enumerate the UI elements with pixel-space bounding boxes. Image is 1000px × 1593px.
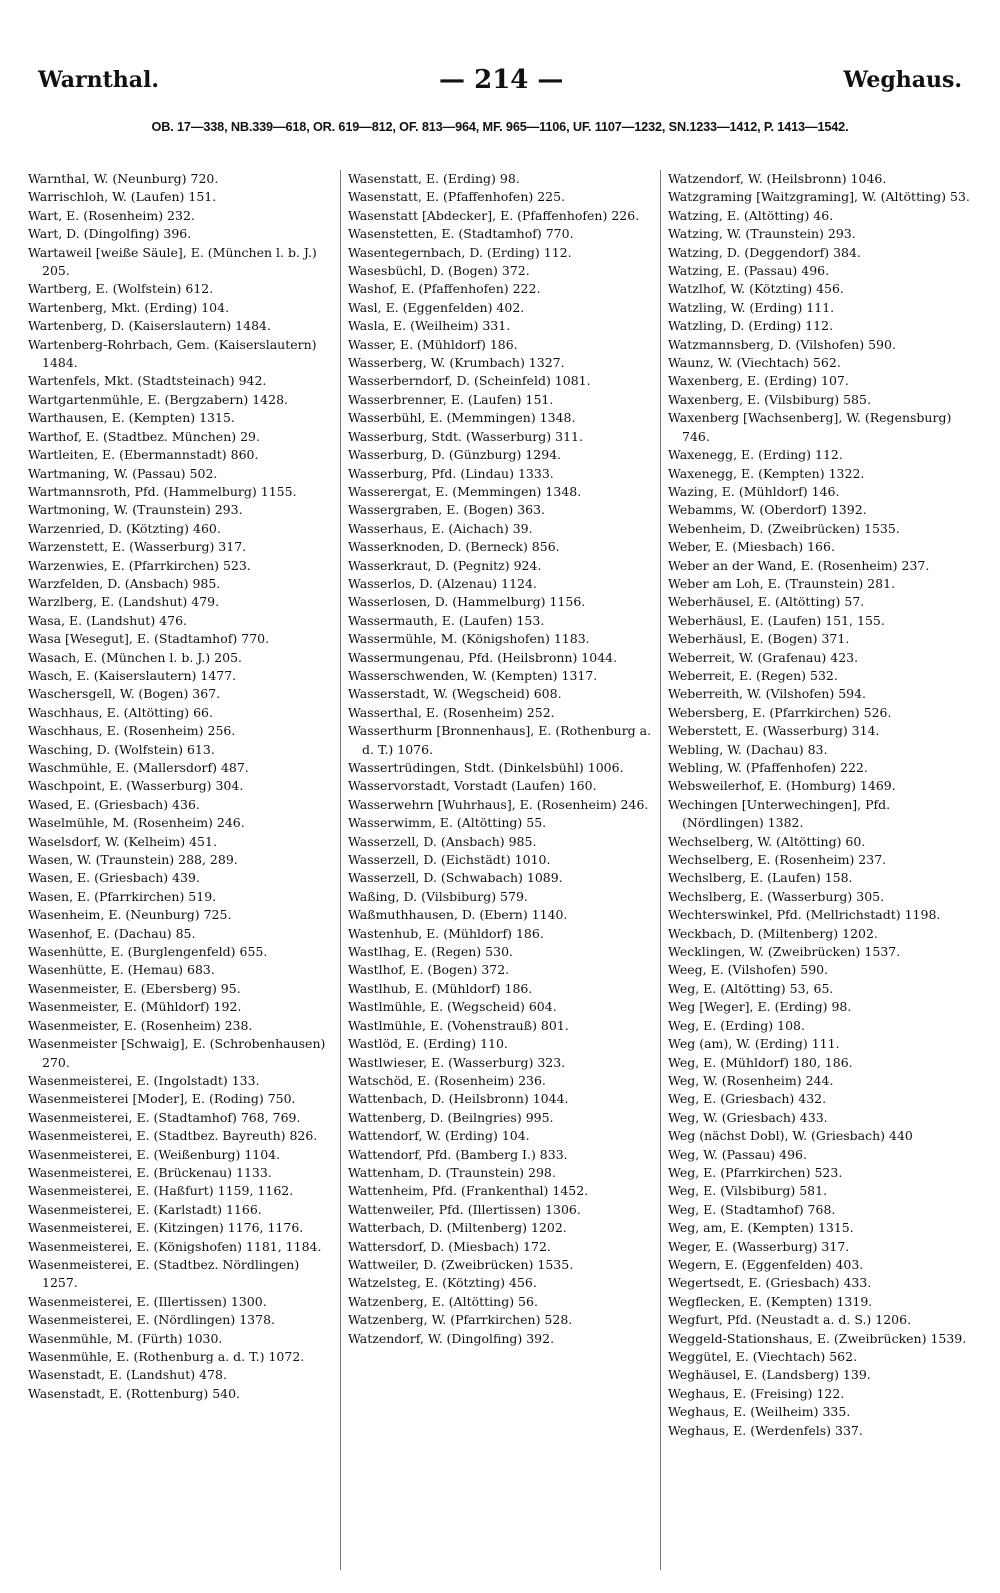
index-entry: Watzing, D. (Deggendorf) 384.	[668, 244, 861, 260]
index-entry: Wasserergat, E. (Memmingen) 1348.	[348, 483, 582, 499]
index-entry: Wattendorf, Pfd. (Bamberg I.) 833.	[348, 1146, 568, 1162]
index-entry: Weg [Weger], E. (Erding) 98.	[668, 999, 852, 1015]
index-entry: Wechslberg, E. (Wasserburg) 305.	[668, 888, 885, 904]
index-entry: Wasserburg, D. (Günzburg) 1294.	[348, 447, 562, 463]
index-entry: Weberhäusl, E. (Bogen) 371.	[668, 631, 850, 647]
index-entry: Wassermühle, M. (Königshofen) 1183.	[348, 631, 590, 647]
index-entry: Wartleiten, E. (Ebermannstadt) 860.	[28, 447, 259, 463]
index-entry: Wasenmeisterei, E. (Brückenau) 1133.	[28, 1164, 272, 1180]
index-entry: Wasen, E. (Pfarrkirchen) 519.	[28, 888, 217, 904]
index-entry: Weghaus, E. (Freising) 122.	[668, 1385, 845, 1401]
index-entry: Waselmühle, M. (Rosenheim) 246.	[28, 815, 245, 831]
index-entry: Wattenham, D. (Traunstein) 298.	[348, 1164, 556, 1180]
index-entry: Wasenmeisterei, E. (Ingolstadt) 133.	[28, 1072, 260, 1088]
index-entry: Watzgraming [Waitzgraming], W. (Altötting) 53.	[668, 189, 970, 205]
index-entry: Wased, E. (Griesbach) 436.	[28, 796, 200, 812]
index-entry: Wasenhütte, E. (Hemau) 683.	[28, 962, 215, 978]
index-entry: Weg, E. (Mühldorf) 180, 186.	[668, 1054, 853, 1070]
index-entry: Wechingen [Unterwechingen], Pfd. (Nördlingen) 1382.	[668, 796, 891, 831]
index-entry: Weghaus, E. (Weilheim) 335.	[668, 1404, 851, 1420]
index-entry: Wassertrüdingen, Stdt. (Dinkelsbühl) 1006.	[348, 760, 624, 775]
index-entry: Wasentegernbach, D. (Erding) 112.	[348, 244, 572, 260]
index-entry: Wastlhub, E. (Mühldorf) 186.	[348, 980, 533, 996]
index-entry: Webling, W. (Pfaffenhofen) 222.	[668, 760, 868, 775]
index-entry: Wegern, E. (Eggenfelden) 403.	[668, 1256, 864, 1272]
index-entry: Wartgartenmühle, E. (Bergzabern) 1428.	[28, 391, 289, 407]
index-entry: Wasenmühle, M. (Fürth) 1030.	[28, 1330, 223, 1346]
index-entry: Wasserburg, Stdt. (Wasserburg) 311.	[348, 428, 583, 444]
index-entry: Wartenberg, D. (Kaiserslautern) 1484.	[28, 318, 271, 334]
index-entry: Wasenstatt [Abdecker], E. (Pfaffenhofen) 226.	[348, 207, 640, 223]
index-entry: Wasenmeister, E. (Mühldorf) 192.	[28, 999, 242, 1015]
index-entry: Wart, D. (Dingolfing) 396.	[28, 226, 192, 242]
index-entry: Wattenbach, D. (Heilsbronn) 1044.	[348, 1091, 569, 1107]
index-entry: Wasserwehrn [Wuhrhaus], E. (Rosenheim) 246.	[348, 796, 649, 812]
index-entry: Wechselberg, W. (Altötting) 60.	[668, 833, 866, 849]
column-1	[28, 170, 332, 1570]
index-entry: Wassergraben, E. (Bogen) 363.	[348, 502, 546, 518]
index-entry: Wastenhub, E. (Mühldorf) 186.	[348, 925, 544, 941]
index-entry: Wartenberg, Mkt. (Erding) 104.	[28, 299, 230, 315]
index-entry: Washof, E. (Pfaffenhofen) 222.	[348, 281, 541, 297]
index-entry: Wasenmeisterei [Moder], E. (Roding) 750.	[28, 1091, 296, 1107]
index-entry: Weckbach, D. (Miltenberg) 1202.	[668, 925, 878, 941]
page-number: — 214 —	[439, 65, 564, 95]
index-entry: Warthausen, E. (Kempten) 1315.	[28, 410, 235, 426]
index-entry: Weg, E. (Vilsbiburg) 581.	[668, 1183, 828, 1199]
index-entry: Wasch, E. (Kaiserslautern) 1477.	[28, 667, 237, 683]
index-entry: Wegfurt, Pfd. (Neustadt a. d. S.) 1206.	[668, 1312, 912, 1328]
index-entry: Weg, E. (Pfarrkirchen) 523.	[668, 1164, 843, 1180]
index-entry: Wasenmeisterei, E. (Kitzingen) 1176, 1176.	[28, 1220, 304, 1236]
index-entry: Wasenmeisterei, E. (Stadtbez. Nördlingen) 1257.	[28, 1256, 300, 1291]
index-entry: Wastlwieser, E. (Wasserburg) 323.	[348, 1054, 566, 1070]
index-entry: Weg, W. (Passau) 496.	[668, 1146, 807, 1162]
index-entry: Watzing, E. (Passau) 496.	[668, 263, 830, 279]
index-entry: Wattendorf, W. (Erding) 104.	[348, 1128, 530, 1144]
index-entry: Wasesbüchl, D. (Bogen) 372.	[348, 263, 530, 279]
index-entry: Waxenegg, E. (Erding) 112.	[668, 447, 843, 463]
index-entry: Wastlmühle, E. (Wegscheid) 604.	[348, 999, 557, 1015]
index-entry: Warthof, E. (Stadtbez. München) 29.	[28, 428, 260, 444]
index-entry: Wasserberg, W. (Krumbach) 1327.	[348, 355, 565, 371]
index-entry: Wecklingen, W. (Zweibrücken) 1537.	[668, 944, 901, 960]
index-entry: Weg, E. (Griesbach) 432.	[668, 1091, 827, 1107]
index-entry: Waschmühle, E. (Mallersdorf) 487.	[28, 760, 249, 775]
index-entry: Weberstett, E. (Wasserburg) 314.	[668, 723, 880, 739]
index-entry: Weeg, E. (Vilshofen) 590.	[668, 962, 829, 978]
index-entry: Weg, am, E. (Kempten) 1315.	[668, 1220, 854, 1236]
index-entry: Wasa [Wesegut], E. (Stadtamhof) 770.	[28, 631, 270, 647]
index-entry: Wasenmeisterei, E. (Weißenburg) 1104.	[28, 1146, 281, 1162]
index-entry: Wasen, E. (Griesbach) 439.	[28, 870, 200, 886]
index-entry: Watzendorf, W. (Heilsbronn) 1046.	[668, 171, 887, 186]
index-entry: Wegertsedt, E. (Griesbach) 433.	[668, 1275, 872, 1291]
index-entry: Waschpoint, E. (Wasserburg) 304.	[28, 778, 244, 794]
index-entry: Wasenstadt, E. (Landshut) 478.	[28, 1367, 227, 1383]
index-entry: Weg (am), W. (Erding) 111.	[668, 1036, 840, 1052]
index-entry: Wasenstadt, E. (Rottenburg) 540.	[28, 1385, 241, 1401]
index-entry: Wasserhaus, E. (Aichach) 39.	[348, 520, 533, 536]
index-entry: Wassermungenau, Pfd. (Heilsbronn) 1044.	[348, 649, 618, 665]
index-entry: Watschöd, E. (Rosenheim) 236.	[348, 1072, 546, 1088]
index-entry: Warnthal, W. (Neunburg) 720.	[28, 171, 219, 186]
index-entry: Waßing, D. (Vilsbiburg) 579.	[348, 888, 528, 904]
index-entry: Wegflecken, E. (Kempten) 1319.	[668, 1293, 873, 1309]
index-entry: Wasserthal, E. (Rosenheim) 252.	[348, 704, 555, 720]
index-entry: Watzenberg, E. (Altötting) 56.	[348, 1293, 538, 1309]
index-entry: Wasenstatt, E. (Pfaffenhofen) 225.	[348, 189, 566, 205]
index-entry: Watzendorf, W. (Dingolfing) 392.	[348, 1330, 555, 1346]
index-entry: Watzling, D. (Erding) 112.	[668, 318, 834, 334]
index-entry: Wasserthurm [Bronnenhaus], E. (Rothenburg a. d. T.) 1076.	[348, 723, 652, 757]
entry-columns	[28, 170, 972, 1570]
index-entry: Weberreit, W. (Grafenau) 423.	[668, 649, 859, 665]
index-entry: Wasenmeister, E. (Ebersberg) 95.	[28, 980, 241, 996]
index-entry: Watzing, W. (Traunstein) 293.	[668, 226, 856, 242]
index-entry: Wartmaning, W. (Passau) 502.	[28, 465, 218, 481]
index-entry: Wasenhof, E. (Dachau) 85.	[28, 925, 196, 941]
index-entry: Wasen, W. (Traunstein) 288, 289.	[28, 852, 238, 868]
index-entry: Waschersgell, W. (Bogen) 367.	[28, 686, 221, 702]
index-entry: Wart, E. (Rosenheim) 232.	[28, 207, 195, 223]
index-entry: Warzlberg, E. (Landshut) 479.	[28, 594, 220, 610]
index-entry: Watzling, W. (Erding) 111.	[668, 299, 835, 315]
index-entry: Wasenmühle, E. (Rothenburg a. d. T.) 1072.	[28, 1349, 305, 1364]
index-entry: Wasser, E. (Mühldorf) 186.	[348, 336, 518, 352]
index-entry: Wartenberg-Rohrbach, Gem. (Kaiserslautern) 1484.	[28, 336, 317, 371]
index-entry: Webamms, W. (Oberdorf) 1392.	[668, 502, 867, 518]
index-entry: Wasserberndorf, D. (Scheinfeld) 1081.	[348, 373, 591, 389]
index-entry: Wasserzell, D. (Eichstädt) 1010.	[348, 852, 551, 868]
index-entry: Wasenstetten, E. (Stadtamhof) 770.	[348, 226, 574, 242]
index-entry: Weghaus, E. (Werdenfels) 337.	[668, 1422, 863, 1438]
index-entry: Waxenberg, E. (Erding) 107.	[668, 373, 849, 389]
index-entry: Weger, E. (Wasserburg) 317.	[668, 1238, 850, 1254]
index-entry: Wasserschwenden, W. (Kempten) 1317.	[348, 667, 598, 683]
index-entry: Watzing, E. (Altötting) 46.	[668, 207, 834, 223]
index-entry: Wastlhag, E. (Regen) 530.	[348, 944, 513, 960]
index-entry: Wechslberg, E. (Laufen) 158.	[668, 870, 853, 886]
index-entry: Weghäusel, E. (Landsberg) 139.	[668, 1367, 871, 1383]
index-entry: Waxenberg, E. (Vilsbiburg) 585.	[668, 391, 871, 407]
index-entry: Wasenmeisterei, E. (Haßfurt) 1159, 1162.	[28, 1183, 294, 1199]
index-entry: Weberhäusel, E. (Altötting) 57.	[668, 594, 865, 610]
header-last-entry: Weghaus.	[843, 67, 962, 93]
index-entry: Wazing, E. (Mühldorf) 146.	[668, 483, 840, 499]
index-entry: Weggütel, E. (Viechtach) 562.	[668, 1349, 858, 1364]
index-entry: Warzfelden, D. (Ansbach) 985.	[28, 575, 221, 591]
index-entry: Wasenmeister [Schwaig], E. (Schrobenhausen) 270.	[28, 1036, 326, 1070]
index-entry: Wasserzell, D. (Schwabach) 1089.	[348, 870, 563, 886]
index-entry: Wattersdorf, D. (Miesbach) 172.	[348, 1238, 551, 1254]
index-entry: Warzenstett, E. (Wasserburg) 317.	[28, 539, 247, 555]
index-entry: Waunz, W. (Viechtach) 562.	[668, 355, 841, 371]
index-entry: Webenheim, D. (Zweibrücken) 1535.	[668, 520, 900, 536]
index-entry: Wartmannsroth, Pfd. (Hammelburg) 1155.	[28, 483, 297, 499]
index-entry: Warrischloh, W. (Laufen) 151.	[28, 189, 217, 205]
index-entry: Watterbach, D. (Miltenberg) 1202.	[348, 1220, 567, 1236]
running-head	[38, 62, 962, 98]
index-entry: Wastlhof, E. (Bogen) 372.	[348, 962, 510, 978]
index-entry: Wasenstatt, E. (Erding) 98.	[348, 171, 520, 186]
index-entry: Wasserwimm, E. (Altötting) 55.	[348, 815, 547, 831]
index-entry: Wasserbrenner, E. (Laufen) 151.	[348, 391, 554, 407]
index-entry: Webersberg, E. (Pfarrkirchen) 526.	[668, 704, 892, 720]
index-entry: Wasl, E. (Eggenfelden) 402.	[348, 299, 525, 315]
index-entry: Wasserbühl, E. (Memmingen) 1348.	[348, 410, 576, 426]
index-entry: Waschhaus, E. (Altötting) 66.	[28, 704, 213, 720]
index-entry: Watzlhof, W. (Kötzting) 456.	[668, 281, 844, 297]
index-entry: Watzelsteg, E. (Kötzting) 456.	[348, 1275, 537, 1291]
index-entry: Wasenhütte, E. (Burglengenfeld) 655.	[28, 944, 268, 960]
index-entry: Wasserstadt, W. (Wegscheid) 608.	[348, 686, 562, 702]
index-entry: Wasla, E. (Weilheim) 331.	[348, 318, 511, 334]
column-3	[668, 170, 972, 1570]
index-entry: Watzmannsberg, D. (Vilshofen) 590.	[668, 336, 896, 352]
index-entry: Wasserknoden, D. (Berneck) 856.	[348, 539, 560, 555]
index-entry: Wasserburg, Pfd. (Lindau) 1333.	[348, 465, 554, 481]
index-entry: Weber, E. (Miesbach) 166.	[668, 539, 835, 555]
district-legend: OB. 17—338, NB.339—618, OR. 619—812, OF. 813—964, MF. 965—1106, UF. 1107—1232, SN.1233—1412, P. 1413—1542.	[151, 120, 849, 134]
index-entry: Watzenberg, W. (Pfarrkirchen) 528.	[348, 1312, 573, 1328]
index-entry: Weg, E. (Erding) 108.	[668, 1017, 805, 1033]
index-entry: Wastlmühle, E. (Vohenstrauß) 801.	[348, 1017, 569, 1033]
index-entry: Webling, W. (Dachau) 83.	[668, 741, 828, 757]
index-entry: Wechterswinkel, Pfd. (Mellrichstadt) 1198.	[668, 907, 941, 923]
index-entry: Weg, E. (Stadtamhof) 768.	[668, 1201, 836, 1217]
index-entry: Wasenheim, E. (Neunburg) 725.	[28, 907, 232, 923]
column-2	[348, 170, 652, 1570]
index-entry: Websweilerhof, E. (Homburg) 1469.	[668, 778, 896, 794]
index-entry: Wasenmeisterei, E. (Stadtamhof) 768, 769.	[28, 1109, 301, 1125]
index-entry: Wartenfels, Mkt. (Stadtsteinach) 942.	[28, 373, 267, 389]
index-entry: Wasenmeisterei, E. (Stadtbez. Bayreuth) 826.	[28, 1128, 318, 1144]
index-entry: Wasenmeisterei, E. (Karlstadt) 1166.	[28, 1201, 262, 1217]
index-entry: Weg, W. (Rosenheim) 244.	[668, 1072, 834, 1088]
index-entry: Weg, E. (Altötting) 53, 65.	[668, 980, 834, 996]
index-entry: Wasenmeisterei, E. (Königshofen) 1181, 1184.	[28, 1238, 322, 1254]
index-entry: Wattenheim, Pfd. (Frankenthal) 1452.	[348, 1183, 589, 1199]
index-entry: Wartberg, E. (Wolfstein) 612.	[28, 281, 214, 297]
index-entry: Weberhäusl, E. (Laufen) 151, 155.	[668, 612, 885, 628]
index-entry: Wasserzell, D. (Ansbach) 985.	[348, 833, 537, 849]
index-entry: Weber an der Wand, E. (Rosenheim) 237.	[668, 557, 930, 573]
index-entry: Wasserkraut, D. (Pegnitz) 924.	[348, 557, 542, 573]
index-entry: Waschhaus, E. (Rosenheim) 256.	[28, 723, 236, 739]
index-entry: Wasenmeisterei, E. (Illertissen) 1300.	[28, 1293, 267, 1309]
index-entry: Wattenberg, D. (Beilngries) 995.	[348, 1109, 554, 1125]
index-entry: Waxenegg, E. (Kempten) 1322.	[668, 465, 865, 481]
index-entry: Wartmoning, W. (Traunstein) 293.	[28, 502, 243, 518]
index-entry: Wattweiler, D. (Zweibrücken) 1535.	[348, 1256, 574, 1272]
header-first-entry: Warnthal.	[38, 67, 160, 93]
index-entry: Weggeld-Stationshaus, E. (Zweibrücken) 1539.	[668, 1330, 967, 1346]
index-entry: Waxenberg [Wachsenberg], W. (Regensburg) 746.	[668, 410, 952, 444]
index-entry: Wartaweil [weiße Säule], E. (München l. b. J.) 205.	[28, 244, 317, 279]
index-entry: Weber am Loh, E. (Traunstein) 281.	[668, 575, 896, 591]
index-entry: Wasserlosen, D. (Hammelburg) 1156.	[348, 594, 586, 610]
index-entry: Wastlöd, E. (Erding) 110.	[348, 1036, 508, 1052]
index-entry: Wasach, E. (München l. b. J.) 205.	[28, 649, 242, 665]
index-entry: Wechselberg, E. (Rosenheim) 237.	[668, 852, 887, 868]
index-entry: Wattenweiler, Pfd. (Illertissen) 1306.	[348, 1201, 581, 1217]
index-entry: Weg (nächst Dobl), W. (Griesbach) 440	[668, 1128, 913, 1144]
index-entry: Warzenwies, E. (Pfarrkirchen) 523.	[28, 557, 251, 573]
index-entry: Wassermauth, E. (Laufen) 153.	[348, 612, 545, 628]
index-entry: Wasching, D. (Wolfstein) 613.	[28, 741, 215, 757]
index-entry: Weberreit, E. (Regen) 532.	[668, 667, 838, 683]
index-entry: Wasservorstadt, Vorstadt (Laufen) 160.	[348, 778, 597, 794]
index-entry: Wasserlos, D. (Alzenau) 1124.	[348, 575, 537, 591]
index-entry: Wasa, E. (Landshut) 476.	[28, 612, 188, 628]
index-entry: Wasenmeister, E. (Rosenheim) 238.	[28, 1017, 253, 1033]
index-entry: Warzenried, D. (Kötzting) 460.	[28, 520, 221, 536]
index-entry: Waßmuthhausen, D. (Ebern) 1140.	[348, 907, 568, 923]
index-entry: Waselsdorf, W. (Kelheim) 451.	[28, 833, 217, 849]
index-entry: Weberreith, W. (Vilshofen) 594.	[668, 686, 867, 702]
index-entry: Weg, W. (Griesbach) 433.	[668, 1109, 828, 1125]
index-entry: Wasenmeisterei, E. (Nördlingen) 1378.	[28, 1312, 275, 1328]
